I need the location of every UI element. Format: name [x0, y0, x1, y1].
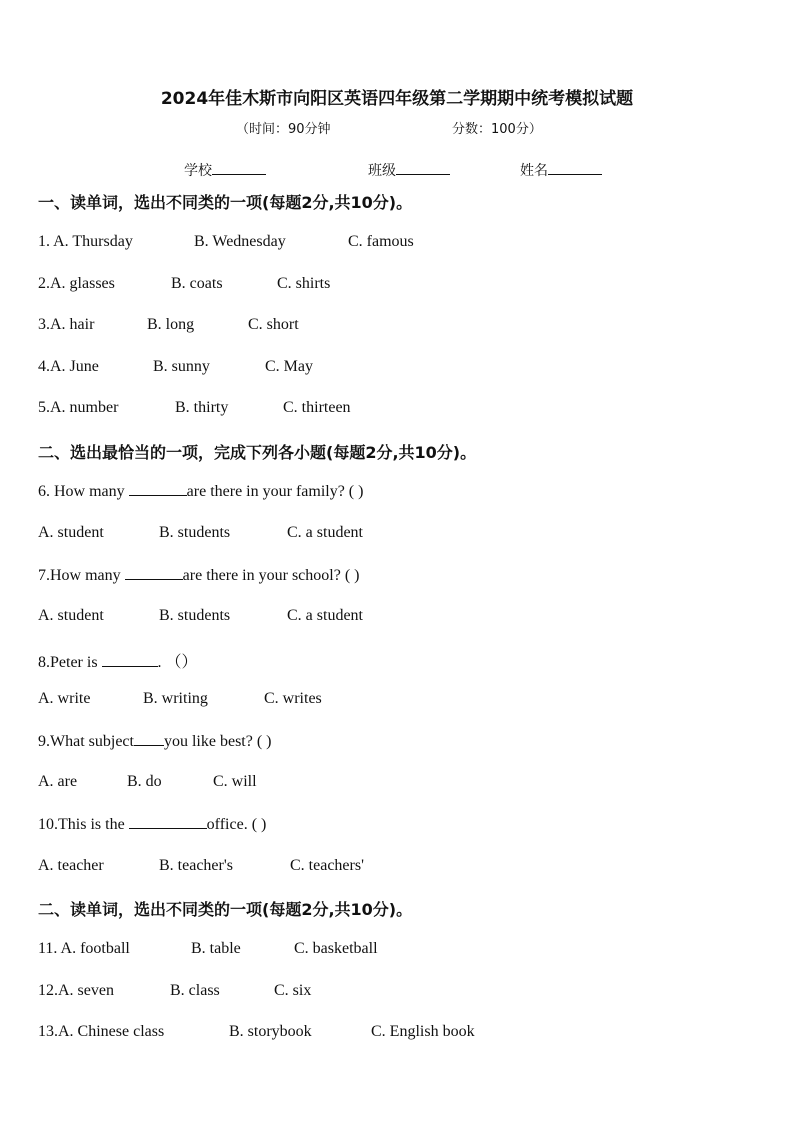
question-5-option-a: 5.A. number [38, 399, 119, 416]
question-10-text-before: 10.This is the [38, 816, 129, 833]
question-7-text-after: are there in your school? ( ) [182, 567, 360, 584]
question-8-text-before: 8.Peter is [38, 654, 102, 671]
question-13-option-a: 13.A. Chinese class [38, 1023, 165, 1040]
question-10-option-a: A. teacher [38, 857, 104, 874]
question-1-option-c: C. famous [348, 233, 414, 250]
question-9-blank[interactable] [134, 732, 164, 746]
question-2-option-a: 2.A. glasses [38, 275, 115, 292]
question-6-option-b: B. students [159, 524, 231, 541]
question-6-option-a: A. student [38, 524, 104, 541]
question-13 [38, 1023, 475, 1041]
name-field[interactable] [520, 160, 602, 180]
question-12-option-a: 12.A. seven [38, 982, 114, 999]
question-4-option-b: B. sunny [153, 358, 210, 375]
question-7-blank[interactable] [125, 566, 183, 580]
question-13-option-c: C. English book [371, 1023, 475, 1040]
school-label: 学校 [184, 163, 212, 179]
question-3-option-a: 3.A. hair [38, 316, 95, 333]
question-3-option-c: C. short [248, 316, 299, 333]
question-1-option-a: 1. A. Thursday [38, 233, 133, 250]
question-9-option-a: A. are [38, 773, 78, 790]
question-8-stem [38, 649, 198, 672]
question-9-text-before: 9.What subject [38, 733, 134, 750]
question-3 [38, 316, 299, 334]
name-blank[interactable] [548, 160, 602, 175]
question-12 [38, 982, 312, 1000]
class-label: 班级 [368, 163, 396, 179]
question-7-options [38, 607, 363, 625]
name-label: 姓名 [520, 163, 548, 179]
exam-score: 分数：100分） [452, 122, 542, 137]
section-heading-1: 一、读单词，选出不同类的一项(每题2分,共10分)。 [38, 193, 413, 212]
question-7-stem [38, 566, 359, 585]
question-11-option-b: B. table [191, 940, 241, 957]
question-3-option-b: B. long [147, 316, 195, 333]
question-5 [38, 399, 351, 417]
school-blank[interactable] [212, 160, 266, 175]
question-6-option-c: C. a student [287, 524, 363, 541]
question-11-option-a: 11. A. football [38, 940, 130, 957]
class-blank[interactable] [396, 160, 450, 175]
question-1-option-b: B. Wednesday [194, 233, 286, 250]
question-7-option-a: A. student [38, 607, 104, 624]
question-7-option-b: B. students [159, 607, 231, 624]
section-heading-3: 二、读单词，选出不同类的一项(每题2分,共10分)。 [38, 900, 413, 919]
question-11 [38, 940, 378, 958]
question-7-option-c: C. a student [287, 607, 363, 624]
question-4 [38, 358, 313, 376]
question-8-option-b: B. writing [143, 690, 208, 707]
question-8-options [38, 690, 322, 708]
question-5-option-c: C. thirteen [283, 399, 351, 416]
question-6-options [38, 524, 363, 542]
question-10-stem [38, 815, 266, 834]
question-6-stem [38, 482, 363, 501]
question-9-stem [38, 732, 272, 751]
question-5-option-b: B. thirty [175, 399, 229, 416]
question-2 [38, 275, 331, 293]
question-4-option-c: C. May [265, 358, 313, 375]
question-4-option-a: 4.A. June [38, 358, 99, 375]
question-13-option-b: B. storybook [229, 1023, 312, 1040]
question-12-option-b: B. class [170, 982, 220, 999]
exam-time: （时间：90分钟 [236, 122, 331, 137]
question-12-option-c: C. six [274, 982, 312, 999]
question-8-blank[interactable] [102, 653, 158, 667]
question-2-option-c: C. shirts [277, 275, 331, 292]
question-10-option-b: B. teacher's [159, 857, 233, 874]
question-10-text-after: office. ( ) [206, 816, 267, 833]
question-8-option-c: C. writes [264, 690, 322, 707]
question-2-option-b: B. coats [171, 275, 223, 292]
section-heading-2: 二、选出最恰当的一项，完成下列各小题(每题2分,共10分)。 [38, 443, 477, 462]
class-field[interactable] [368, 160, 450, 180]
question-6-blank[interactable] [129, 482, 187, 496]
question-9-text-after: you like best? ( ) [163, 733, 272, 750]
question-9-option-c: C. will [213, 773, 257, 790]
question-7-text-before: 7.How many [38, 567, 125, 584]
question-10-options [38, 857, 364, 875]
question-6-text-before: 6. How many [38, 483, 129, 500]
question-9-options [38, 773, 257, 791]
question-8-text-after: . （） [157, 654, 198, 671]
school-field[interactable] [184, 160, 266, 180]
question-6-text-after: are there in your family? ( ) [186, 483, 364, 500]
question-10-blank[interactable] [129, 815, 207, 829]
question-10-option-c: C. teachers' [290, 857, 364, 874]
page-title: 2024年佳木斯市向阳区英语四年级第二学期期中统考模拟试题 [160, 89, 634, 109]
question-8-option-a: A. write [38, 690, 91, 707]
question-9-option-b: B. do [127, 773, 162, 790]
question-1 [38, 233, 414, 251]
question-11-option-c: C. basketball [294, 940, 378, 957]
